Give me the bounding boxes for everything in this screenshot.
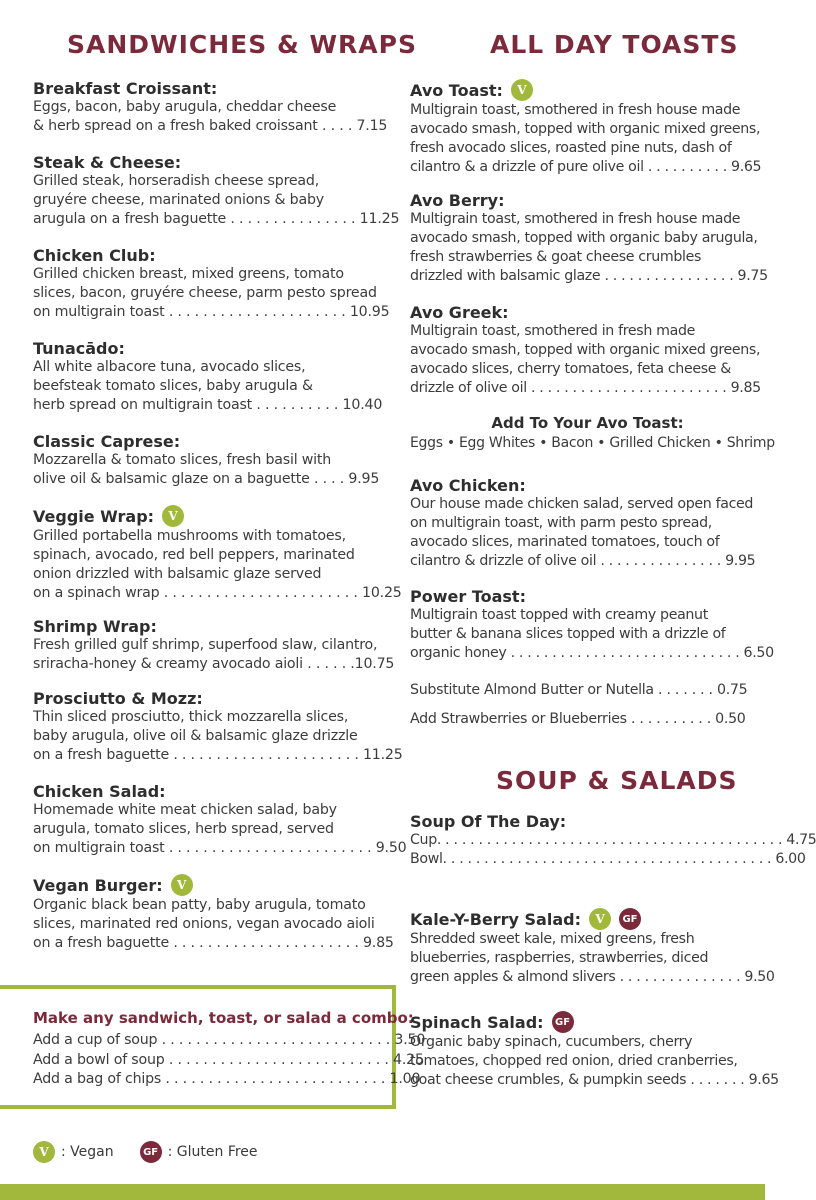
menu-item	[33, 339, 388, 415]
item-desc-line: avocado slices, marinated tomatoes, touch of	[410, 534, 720, 550]
menu-item	[410, 191, 768, 286]
combo-line: Add a bag of chips . . . . . . . . . . . . . . . . . . . . . . . . . . 1.00	[33, 1071, 421, 1087]
item-desc-line: & herb spread on a fresh baked croissant . . . . 7.15	[33, 118, 388, 134]
menu-item	[410, 79, 765, 177]
item-desc-line: drizzle of olive oil . . . . . . . . . . . . . . . . . . . . . . . . 9.85	[410, 380, 761, 396]
vegan-badge-icon: V	[33, 1141, 55, 1163]
item-desc-line: Grilled portabella mushrooms with tomatoes,	[33, 528, 346, 544]
sandwiches-title: SANDWICHES & WRAPS	[67, 30, 417, 59]
item-desc-line: Our house made chicken salad, served open faced	[410, 496, 754, 512]
item-desc-line: Organic baby spinach, cucumbers, cherry	[410, 1034, 693, 1050]
menu-item	[410, 908, 775, 987]
item-name: Shrimp Wrap:	[33, 617, 157, 636]
soups-title: SOUP & SALADS	[496, 766, 738, 795]
item-desc-line: avocado smash, topped with organic baby arugula,	[410, 230, 758, 246]
item-desc-line: Multigrain toast, smothered in fresh made	[410, 323, 695, 339]
item-desc-line: cilantro & a drizzle of pure olive oil . . . . . . . . . . 9.65	[410, 159, 762, 175]
menu-item	[410, 476, 765, 571]
menu-item	[33, 689, 403, 765]
item-desc-line: tomatoes, chopped red onion, dried cranberries,	[410, 1053, 738, 1069]
combo-line: Add a cup of soup . . . . . . . . . . . . . . . . . . . . . . . . . . . 3.50	[33, 1032, 426, 1048]
item-name: Spinach Salad:	[410, 1012, 544, 1032]
item-name: Chicken Club:	[33, 246, 156, 265]
item-desc-line: beefsteak tomato slices, baby arugula &	[33, 378, 313, 394]
gluten-free-legend-label: : Gluten Free	[167, 1144, 258, 1160]
item-name: Soup Of The Day:	[410, 812, 567, 831]
item-desc-line: fresh avocado slices, roasted pine nuts, dash of	[410, 140, 732, 156]
item-desc-line: Bowl. . . . . . . . . . . . . . . . . . . . . . . . . . . . . . . . . . . . . . . . 6.00	[410, 851, 806, 867]
item-desc-line: avocado slices, cherry tomatoes, feta cheese &	[410, 361, 731, 377]
menu-item	[33, 153, 400, 229]
item-desc-line: Thin sliced prosciutto, thick mozzarella slices,	[33, 709, 349, 725]
item-desc-line: Multigrain toast topped with creamy peanut	[410, 607, 708, 623]
item-name: Breakfast Croissant:	[33, 79, 218, 98]
combo-lines	[33, 1031, 425, 1090]
item-desc-line: slices, bacon, gruyére cheese, parm pesto spread	[33, 285, 377, 301]
substitute-line: Substitute Almond Butter or Nutella . . . . . . . 0.75	[410, 682, 748, 698]
item-desc-line: goat cheese crumbles, & pumpkin seeds . . . . . . . 9.65	[410, 1072, 779, 1088]
menu-item	[33, 617, 395, 674]
item-name: Chicken Salad:	[33, 782, 166, 801]
item-name: Avo Greek:	[410, 303, 509, 322]
vegan-badge-icon: V	[162, 505, 184, 527]
item-desc-line: baby arugula, olive oil & balsamic glaze drizzle	[33, 728, 358, 744]
item-desc-line: butter & banana slices topped with a drizzle of	[410, 626, 726, 642]
item-name: Prosciutto & Mozz:	[33, 689, 203, 708]
item-desc-line: Multigrain toast, smothered in fresh house made	[410, 211, 741, 227]
item-name: Avo Chicken:	[410, 476, 526, 495]
menu-item	[33, 79, 388, 136]
gluten-free-badge-icon: GF	[552, 1011, 574, 1033]
vegan-badge-icon: V	[589, 908, 611, 930]
item-name: Steak & Cheese:	[33, 153, 182, 172]
item-desc-line: Shredded sweet kale, mixed greens, fresh	[410, 931, 695, 947]
item-desc-line: slices, marinated red onions, vegan avocado aioli	[33, 916, 375, 932]
item-desc-line: green apples & almond slivers . . . . . . . . . . . . . . . 9.50	[410, 969, 775, 985]
item-desc-line: sriracha-honey & creamy avocado aioli . . . . . .10.75	[33, 656, 395, 672]
addon-list: Eggs • Egg Whites • Bacon • Grilled Chicken • Shrimp	[410, 435, 775, 451]
item-desc-line: blueberries, raspberries, strawberries, diced	[410, 950, 709, 966]
combo-title: Make any sandwich, toast, or salad a combo:	[33, 1009, 414, 1027]
item-name: Avo Berry:	[410, 191, 505, 210]
item-desc-line: fresh strawberries & goat cheese crumbles	[410, 249, 702, 265]
item-desc-line: arugula, tomato slices, herb spread, served	[33, 821, 334, 837]
addon-title: Add To Your Avo Toast:	[491, 414, 684, 432]
menu-item	[33, 432, 388, 489]
item-desc-line: on multigrain toast . . . . . . . . . . . . . . . . . . . . . 10.95	[33, 304, 390, 320]
item-desc-line: Multigrain toast, smothered in fresh house made	[410, 102, 741, 118]
item-name: Avo Toast:	[410, 80, 503, 100]
vegan-badge-icon: V	[171, 874, 193, 896]
item-desc-line: Grilled chicken breast, mixed greens, tomato	[33, 266, 344, 282]
item-name: Vegan Burger:	[33, 875, 163, 895]
item-desc-line: on a spinach wrap . . . . . . . . . . . . . . . . . . . . . . . 10.25	[33, 585, 402, 601]
item-desc-line: gruyére cheese, marinated onions & baby	[33, 192, 324, 208]
combo-line: Add a bowl of soup . . . . . . . . . . . . . . . . . . . . . . . . . . 4.25	[33, 1051, 424, 1068]
menu-item	[410, 812, 816, 869]
gluten-free-badge-icon: GF	[619, 908, 641, 930]
item-desc-line: Grilled steak, horseradish cheese spread,	[33, 173, 320, 189]
item-desc-line: cilantro & drizzle of olive oil . . . . . . . . . . . . . . . 9.95	[410, 553, 756, 569]
item-desc-line: Eggs, bacon, baby arugula, cheddar cheese	[33, 99, 337, 115]
item-desc-line: Homemade white meat chicken salad, baby	[33, 802, 337, 818]
item-desc-line: spinach, avocado, red bell peppers, marinated	[33, 547, 355, 563]
item-name: Classic Caprese:	[33, 432, 181, 451]
item-desc-line: onion drizzled with balsamic glaze served	[33, 566, 322, 582]
item-desc-line: avocado smash, topped with organic mixed greens,	[410, 342, 761, 358]
vegan-legend-label: : Vegan	[61, 1144, 114, 1160]
item-desc-line: Fresh grilled gulf shrimp, superfood slaw, cilantro,	[33, 637, 378, 653]
item-name: Veggie Wrap:	[33, 506, 155, 526]
menu-item	[33, 505, 402, 603]
item-desc-line: All white albacore tuna, avocado slices,	[33, 359, 306, 375]
item-desc-line: on a fresh baguette . . . . . . . . . . . . . . . . . . . . . . 9.85	[33, 935, 394, 951]
item-name: Kale-Y-Berry Salad:	[410, 909, 581, 929]
item-desc-line: avocado smash, topped with organic mixed greens,	[410, 121, 761, 137]
item-desc-line: on a fresh baguette . . . . . . . . . . . . . . . . . . . . . . 11.25	[33, 747, 403, 763]
item-desc-line: drizzled with balsamic glaze . . . . . . . . . . . . . . . . 9.75	[410, 268, 768, 284]
gluten-free-badge-icon: GF	[140, 1141, 162, 1163]
item-desc-line: herb spread on multigrain toast . . . . . . . . . . 10.40	[33, 397, 383, 413]
item-desc-line: arugula on a fresh baguette . . . . . . . . . . . . . . . 11.25	[33, 211, 400, 227]
menu-item	[33, 782, 407, 858]
combo-box	[0, 985, 426, 1109]
item-desc-line: on multigrain toast . . . . . . . . . . . . . . . . . . . . . . . . 9.50	[33, 840, 407, 856]
menu-item	[410, 303, 765, 398]
item-desc-line: on multigrain toast, with parm pesto spread,	[410, 515, 712, 531]
toasts-title: ALL DAY TOASTS	[490, 30, 739, 59]
item-name: Power Toast:	[410, 587, 526, 606]
vegan-badge-icon: V	[511, 79, 533, 101]
item-desc-line: Cup. . . . . . . . . . . . . . . . . . . . . . . . . . . . . . . . . . . . . . . . . . 4.75	[410, 832, 816, 848]
item-desc-line: Organic black bean patty, baby arugula, tomato	[33, 897, 366, 913]
menu-item	[33, 246, 388, 322]
legend	[33, 1141, 258, 1163]
item-desc-line: Mozzarella & tomato slices, fresh basil with	[33, 452, 332, 468]
add-berries-line: Add Strawberries or Blueberries . . . . . . . . . . 0.50	[410, 711, 746, 727]
menu-item	[33, 874, 394, 953]
menu-item	[410, 1011, 779, 1090]
item-desc-line: organic honey . . . . . . . . . . . . . . . . . . . . . . . . . . . . 6.50	[410, 645, 774, 661]
item-desc-line: olive oil & balsamic glaze on a baguette . . . . 9.95	[33, 471, 380, 487]
item-name: Tunacādo:	[33, 339, 125, 358]
menu-item	[410, 587, 774, 663]
bottom-bar	[0, 1184, 765, 1200]
